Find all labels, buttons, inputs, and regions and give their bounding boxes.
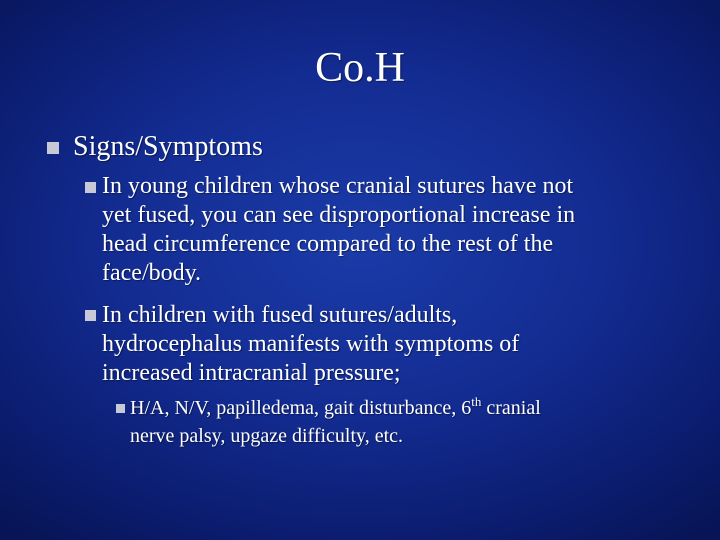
- sub-sub-bullet-line-1: [130, 396, 541, 420]
- bullet-signs-symptoms: Signs/Symptoms: [73, 131, 263, 162]
- sub-bullet-1-line-4: face/body.: [102, 260, 202, 286]
- sub-bullet-2-line-3: increased intracranial pressure;: [102, 360, 401, 386]
- bullet-square-icon: [85, 310, 96, 321]
- sub-bullet-1-line-2: yet fused, you can see disproportional increase in: [102, 202, 576, 228]
- bullet-square-icon: [85, 182, 96, 193]
- bullet-square-icon: [47, 142, 59, 154]
- slide-title: Co.H: [315, 45, 405, 91]
- bullet-square-icon: [116, 404, 125, 413]
- sub-bullet-1-line-1: In young children whose cranial sutures have not: [102, 173, 574, 199]
- sub-sub-bullet-text-a: H/A, N/V, papilledema, gait disturbance, 6: [130, 397, 472, 419]
- sub-bullet-2-line-2: hydrocephalus manifests with symptoms of: [102, 331, 520, 357]
- sub-bullet-1-line-3: head circumference compared to the rest of the: [102, 231, 554, 257]
- sub-sub-bullet-text-b: cranial: [481, 397, 541, 419]
- sub-sub-bullet-line-2: nerve palsy, upgaze difficulty, etc.: [130, 425, 404, 447]
- ordinal-superscript: th: [471, 394, 482, 409]
- sub-bullet-2-line-1: In children with fused sutures/adults,: [102, 302, 458, 328]
